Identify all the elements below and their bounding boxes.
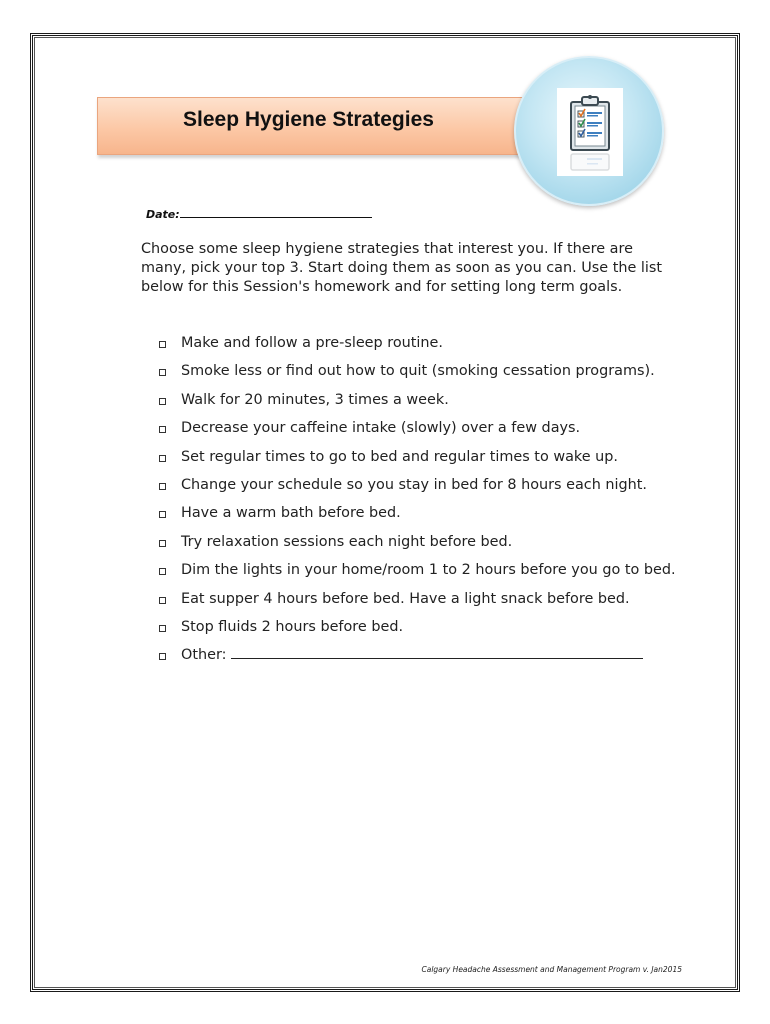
title-banner	[97, 97, 547, 155]
other-label: Other:	[181, 647, 227, 664]
list-item	[157, 528, 697, 556]
checkbox-icon	[159, 483, 166, 490]
checkbox-icon	[159, 540, 166, 547]
list-item	[157, 414, 697, 442]
checkbox-icon	[159, 369, 166, 376]
list-item-text: Change your schedule so you stay in bed for 8 hours each night.	[181, 477, 647, 494]
checkbox-icon	[159, 398, 166, 405]
intro-paragraph: Choose some sleep hygiene strategies that interest you. If there are many, pick your top 3. Start doing them as soon as you can. Use the list below for this Session's homework and for setting long term goals.	[141, 241, 663, 295]
list-item-text: Dim the lights in your home/room 1 to 2 hours before you go to bed.	[181, 562, 676, 579]
list-item-text: Make and follow a pre-sleep routine.	[181, 335, 443, 351]
clipboard-badge	[514, 56, 664, 206]
list-item	[157, 386, 697, 414]
list-item-text: Walk for 20 minutes, 3 times a week.	[181, 391, 449, 408]
clipboard-checklist-icon	[557, 88, 623, 176]
checkbox-icon	[159, 625, 166, 632]
list-item-text: Try relaxation sessions each night before bed.	[181, 533, 513, 550]
list-item-text: Decrease your caffeine intake (slowly) over a few days.	[181, 420, 581, 437]
checkbox-icon	[159, 653, 166, 660]
list-item	[157, 613, 697, 641]
list-item	[157, 556, 697, 584]
strategy-list	[157, 329, 697, 670]
checkbox-icon	[159, 568, 166, 575]
checkbox-icon	[159, 511, 166, 518]
list-item-text: Stop fluids 2 hours before bed.	[181, 619, 404, 636]
checkbox-icon	[159, 341, 166, 348]
list-item-text: Smoke less or find out how to quit (smoking cessation programs).	[181, 363, 655, 380]
date-blank-line	[180, 208, 372, 218]
page-title: Sleep Hygiene Strategies	[183, 108, 434, 131]
list-item-other	[157, 641, 697, 669]
list-item	[157, 585, 697, 613]
checkbox-icon	[159, 455, 166, 462]
list-item-text: Set regular times to go to bed and regular times to wake up.	[181, 448, 618, 465]
list-item	[157, 443, 697, 471]
list-item	[157, 357, 697, 385]
footer-credit: Calgary Headache Assessment and Management Program v. Jan2015	[421, 965, 682, 974]
checkbox-icon	[159, 426, 166, 433]
clipboard-card	[557, 88, 623, 176]
checkbox-icon	[159, 597, 166, 604]
list-item-text: Have a warm bath before bed.	[181, 505, 401, 522]
list-item-text: Eat supper 4 hours before bed. Have a light snack before bed.	[181, 590, 630, 607]
list-item	[157, 471, 697, 499]
date-label: Date:	[146, 208, 180, 221]
date-field	[146, 208, 372, 221]
list-item	[157, 499, 697, 527]
other-blank-line	[231, 645, 643, 659]
list-item	[157, 329, 697, 357]
